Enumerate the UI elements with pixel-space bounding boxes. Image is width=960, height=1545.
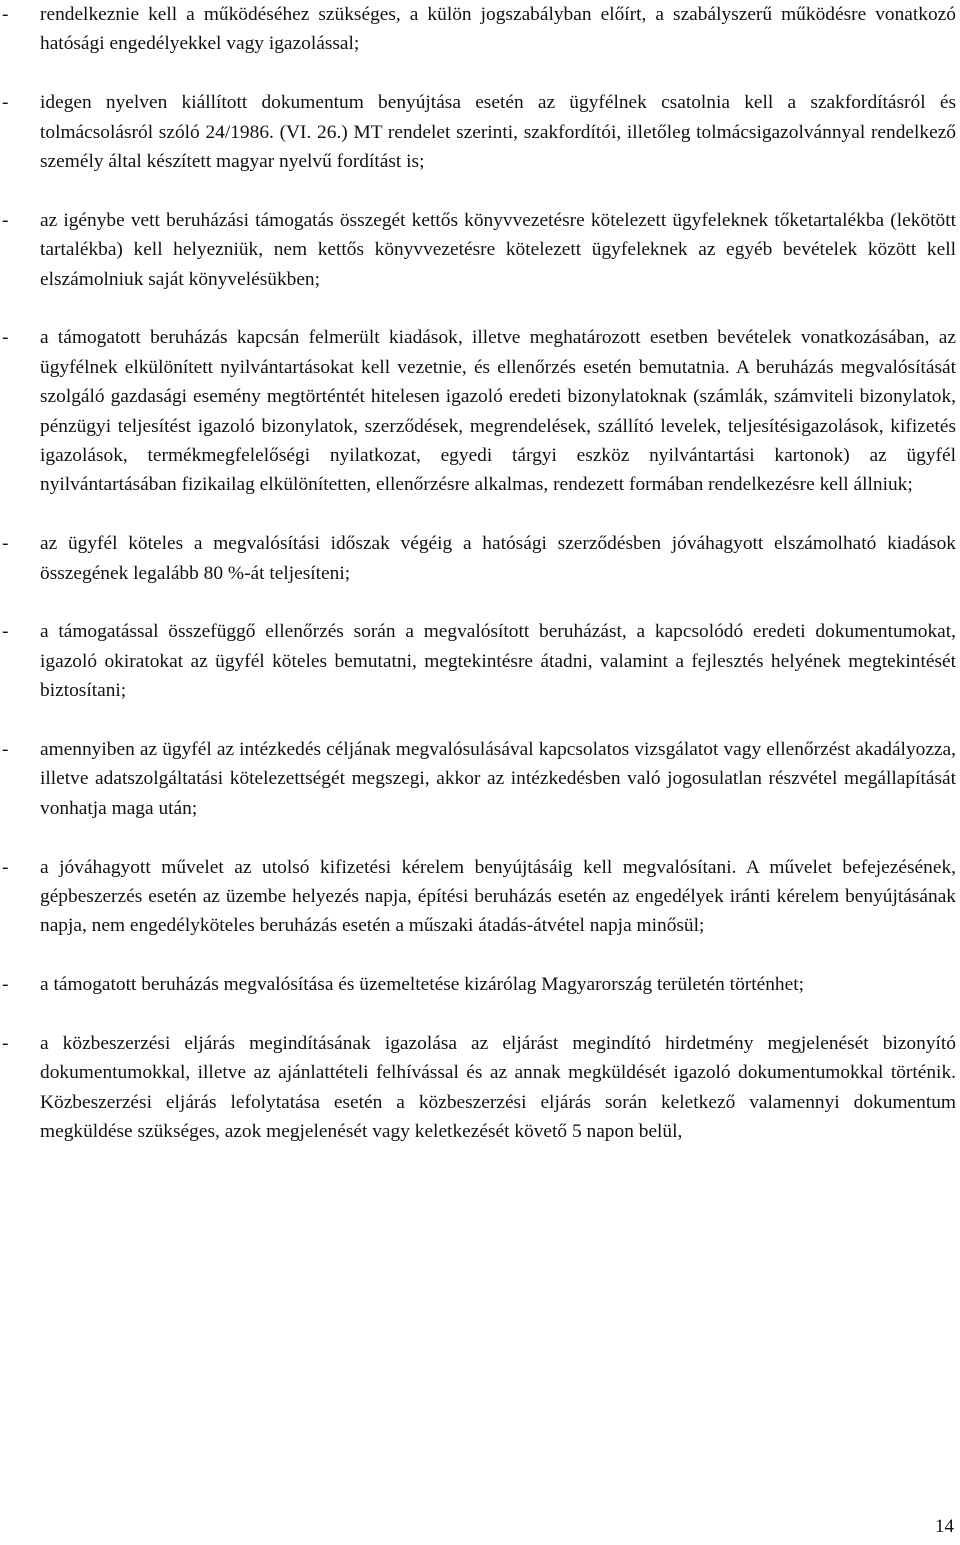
- list-item: [0, 735, 956, 823]
- list-item: [0, 529, 956, 588]
- list-bullet: -: [2, 209, 9, 231]
- list-bullet: -: [2, 739, 9, 761]
- list-item: [0, 323, 956, 499]
- list-bullet: -: [2, 856, 9, 878]
- list-bullet: -: [2, 974, 9, 996]
- list-item: [0, 617, 956, 705]
- list-item-text: a jóváhagyott művelet az utolsó kifizetési kérelem benyújtásáig kell megvalósítani. A művelet befejezésének, gépbeszerzés esetén az üzembe helyezés napja, építési beruházás esetén az engedélyek iránti kérelem benyújtásának napja, nem engedélyköteles beruházás esetén a műszaki átadás-átvétel napja minősül;: [40, 856, 956, 937]
- list-bullet: -: [2, 621, 9, 643]
- list-bullet: -: [2, 92, 9, 114]
- list-item-text: rendelkeznie kell a működéséhez szükséges, a külön jogszabályban előírt, a szabályszerű működésre vonatkozó hatósági engedélyekkel vagy igazolással;: [40, 4, 956, 55]
- list-item-text: idegen nyelven kiállított dokumentum benyújtása esetén az ügyfélnek csatolnia kell a szakfordításról és tolmácsolásról szóló 24/1986. (VI. 26.) MT rendelet szerinti, szakfordítói, illetőleg tolmácsigazolvánnyal rendelkező személy által készített magyar nyelvű fordítást is;: [40, 92, 956, 173]
- list-bullet: -: [2, 4, 9, 25]
- list-bullet: -: [2, 1033, 9, 1055]
- list-item: [0, 1029, 956, 1147]
- list-item-text: a támogatott beruházás megvalósítása és üzemeltetése kizárólag Magyarország területén történhet;: [40, 974, 804, 996]
- list-item-text: a támogatott beruházás kapcsán felmerült kiadások, illetve meghatározott esetben bevételek vonatkozásában, az ügyfélnek elkülönített nyilvántartásokat kell vezetnie, és ellenőrzés esetén bemutatnia. A beruházás megvalósítását szolgáló gazdasági esemény megtörténtét hitelesen igazoló eredeti bizonylatoknak (számlák, számviteli bizonylatok, pénzügyi teljesítést igazoló bizonylatok, szerződések, megrendelések, szállító levelek, teljesítésigazolások, kifizetés igazolások, termékmegfelelőségi nyilatkozat, egyedi tárgyi eszköz nyilvántartási kartonok) az ügyfél nyilvántartásában fizikailag elkülönítetten, ellenőrzésre alkalmas, rendezett formában rendelkezésre kell állniuk;: [40, 327, 956, 496]
- list-item: [0, 853, 956, 941]
- list-item-text: az ügyfél köteles a megvalósítási időszak végéig a hatósági szerződésben jóváhagyott elszámolható kiadások összegének legalább 80 %-át teljesíteni;: [40, 533, 956, 584]
- list-item-text: a közbeszerzési eljárás megindításának igazolása az eljárást megindító hirdetmény megjelenését bizonyító dokumentumokkal, illetve az ajánlattételi felhívással és az annak megküldését igazoló dokumentumokkal történik. Közbeszerzési eljárás lefolytatása esetén a közbeszerzési eljárás során keletkező valamennyi dokumentum megküldése szükséges, azok megjelenését vagy keletkezését követő 5 napon belül,: [40, 1033, 956, 1143]
- list-bullet: -: [2, 533, 9, 555]
- list-item-text: a támogatással összefüggő ellenőrzés során a megvalósított beruházást, a kapcsolódó eredeti dokumentumokat, igazoló okiratokat az ügyfél köteles bemutatni, megtekintésre átadni, valamint a fejlesztés helyének megtekintését biztosítani;: [40, 621, 956, 702]
- list-item: [0, 0, 956, 59]
- list-bullet: -: [2, 327, 9, 349]
- list-item-text: az igénybe vett beruházási támogatás összegét kettős könyvvezetésre kötelezett ügyfeleknek tőketartalékba (lekötött tartalékba) kell helyezniük, nem kettős könyvvezetésre kötelezett ügyfeleknek az egyéb bevételek között kell elszámolniuk saját könyvelésükben;: [40, 209, 956, 290]
- list-item: [0, 970, 956, 999]
- page-number: 14: [935, 1516, 954, 1537]
- list-item: [0, 206, 956, 294]
- list-item: [0, 88, 956, 176]
- list-item-text: amennyiben az ügyfél az intézkedés céljának megvalósulásával kapcsolatos vizsgálatot vagy ellenőrzést akadályozza, illetve adatszolgáltatási kötelezettségét megszegi, akkor az intézkedésben való jogosulatlan részvétel megállapítását vonhatja maga után;: [40, 739, 956, 819]
